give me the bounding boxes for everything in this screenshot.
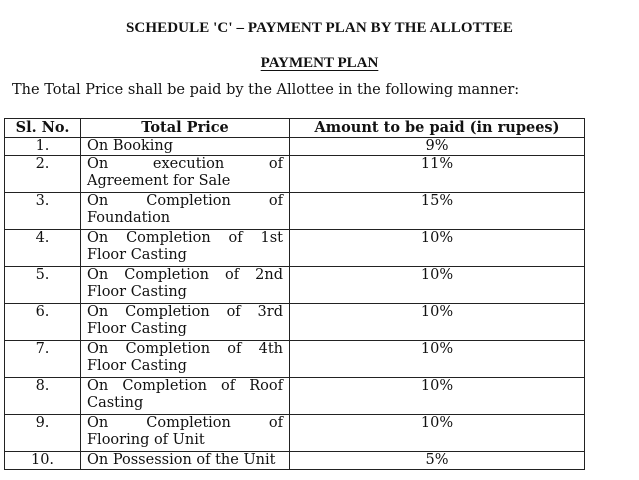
row-sl-no: 5. [5,267,81,304]
row-sl-no: 6. [5,304,81,341]
table-row [5,156,585,193]
row-sl-no: 8. [5,378,81,415]
table-row [5,304,585,341]
row-amount: 5% [290,452,585,470]
table-row [5,230,585,267]
row-description: On Booking [81,138,290,156]
section-heading-text: PAYMENT PLAN [260,55,379,71]
row-description: On Completion of Foundation [81,193,290,230]
table-row [5,378,585,415]
row-description: On Completion of 3rd Floor Casting [81,304,290,341]
row-description: On Completion of 2nd Floor Casting [81,267,290,304]
row-sl-no: 2. [5,156,81,193]
row-sl-no: 7. [5,341,81,378]
table-row [5,415,585,452]
row-sl-no: 10. [5,452,81,470]
row-sl-no: 9. [5,415,81,452]
section-heading [0,55,639,72]
table-row [5,341,585,378]
row-description: On execution of Agreement for Sale [81,156,290,193]
table-header-row [5,119,585,138]
table-row [5,452,585,470]
table-row [5,193,585,230]
row-description: On Possession of the Unit [81,452,290,470]
table-row [5,138,585,156]
document-title: SCHEDULE 'C' – PAYMENT PLAN BY THE ALLOTTEE [125,20,514,36]
table-body [5,138,585,470]
payment-plan-table [4,118,585,470]
row-description: On Completion of Roof Casting [81,378,290,415]
row-amount: 10% [290,378,585,415]
row-description: On Completion of Flooring of Unit [81,415,290,452]
row-amount: 10% [290,267,585,304]
row-amount: 15% [290,193,585,230]
row-amount: 10% [290,304,585,341]
row-description: On Completion of 4th Floor Casting [81,341,290,378]
row-sl-no: 4. [5,230,81,267]
intro-paragraph: The Total Price shall be paid by the Allottee in the following manner: [12,82,520,98]
row-amount: 10% [290,230,585,267]
row-description: On Completion of 1st Floor Casting [81,230,290,267]
table-row [5,267,585,304]
row-amount: 11% [290,156,585,193]
header-total-price: Total Price [81,119,290,138]
row-amount: 9% [290,138,585,156]
row-amount: 10% [290,341,585,378]
row-sl-no: 1. [5,138,81,156]
row-sl-no: 3. [5,193,81,230]
header-sl-no: Sl. No. [5,119,81,138]
row-amount: 10% [290,415,585,452]
header-amount: Amount to be paid (in rupees) [290,119,585,138]
